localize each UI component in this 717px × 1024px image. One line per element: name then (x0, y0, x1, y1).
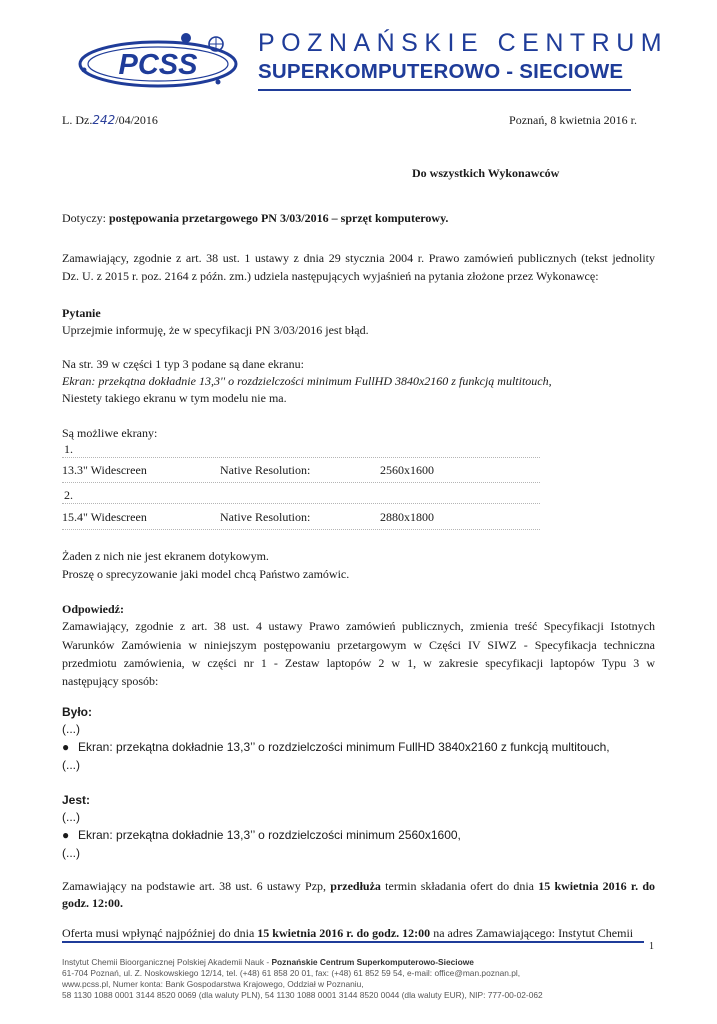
screen-row (62, 462, 540, 483)
question-line5: Żaden z nich nie jest ekranem dotykowym. (62, 549, 269, 563)
footer-line3: www.pcss.pl, Numer konta: Bank Gospodarstwa Krajowego, Oddział w Poznaniu, (62, 979, 364, 989)
footer-line2: 61-704 Poznań, ul. Z. Noskowskiego 12/14, tel. (+48) 61 858 20 01, fax: (+48) 61 852 59 54, e-mail: office@man.poznan.pl, (62, 968, 521, 978)
answer-p1-line: Warunków Zamówienia w niniejszym postępowaniu przetargowym w Części IV SIWZ - Specyfikacja techniczna (62, 638, 655, 652)
is-bullet-item: ● Ekran: przekątna dokładnie 13,3’’ o rozdzielczości minimum 2560x1600, (62, 828, 461, 842)
letter-date: Poznań, 8 kwietnia 2016 r. (509, 113, 637, 127)
screen-res-label: Native Resolution: (220, 463, 311, 477)
screen-row (62, 509, 540, 530)
org-name-line2: SUPERKOMPUTEROWO - SIECIOWE (258, 60, 624, 83)
pcss-logo-graphic (78, 30, 243, 94)
subject-line: Dotyczy: postępowania przetargowego PN 3/03/2016 – sprzęt komputerowy. (62, 211, 449, 225)
ellipsis: (...) (62, 758, 80, 772)
possible-screens-label: Są możliwe ekrany: (62, 426, 158, 440)
bullet-icon: ● (62, 828, 70, 842)
screen-name: 15.4" Widescreen (62, 510, 147, 524)
answer-heading: Odpowiedź: (62, 602, 125, 616)
question-line1: Uprzejmie informuję, że w specyfikacji PN 3/03/2016 jest błąd. (62, 323, 369, 337)
screen-row-num: 2. (62, 487, 540, 504)
addressee: Do wszystkich Wykonawców (412, 166, 560, 180)
question-heading: Pytanie (62, 306, 101, 320)
ellipsis: (...) (62, 846, 80, 860)
was-bullet-item: ● Ekran: przekątna dokładnie 13,3’’ o rozdzielczości minimum FullHD 3840x2160 z funkcją multitouch, (62, 740, 610, 754)
question-line2: Na str. 39 w części 1 typ 3 podane są dane ekranu: (62, 357, 304, 371)
answer-p1-line: Zamawiający, zgodnie z art. 38 ust. 4 ustawy Prawo zamówień publicznych, zmienia treść Specyfikacji Istotnych (62, 619, 655, 633)
org-name-line1: POZNAŃSKIE CENTRUM (258, 29, 669, 57)
screen-resolution: 2560x1600 (380, 463, 434, 477)
extension-line2: godz. 12:00. (62, 896, 123, 910)
answer-p1-line: przedmiotu zamówienia, w części nr 1 - Zestaw laptopów 2 w 1, w zakresie specyfikacji laptopów Typu 3 w (62, 656, 655, 670)
ellipsis: (...) (62, 722, 80, 736)
screen-row-num: 1. (62, 441, 540, 458)
question-line6: Proszę o sprecyzowanie jaki model chcą Państwo zamówic. (62, 567, 350, 581)
screen-res-label: Native Resolution: (220, 510, 311, 524)
deadline-line: Oferta musi wpłynąć najpóźniej do dnia 15 kwietnia 2016 r. do godz. 12:00 na adres Zamawiającego: Instytut Chemii (62, 926, 634, 940)
screen-name: 13.3" Widescreen (62, 463, 147, 477)
intro-line1: Zamawiający, zgodnie z art. 38 ust. 1 ustawy z dnia 29 stycznia 2004 r. Prawo zamówień publicznych (tekst jednolity (62, 251, 655, 265)
handwritten-number: 242 (92, 113, 116, 127)
footer-line4: 58 1130 1088 0001 3144 8520 0069 (dla waluty PLN), 54 1130 1088 0001 3144 8520 0044 (dla waluty EUR), NIP: 777-00-02-062 (62, 990, 543, 1000)
was-label: Było: (62, 705, 92, 719)
reference-number: L. Dz.242/04/2016 (62, 113, 158, 127)
footer-line1: Instytut Chemii Bioorganicznej Polskiej Akademii Nauk - Poznańskie Centrum Superkomputerowo-Sieciowe (62, 957, 474, 967)
answer-p1-line: następujący sposób: (62, 674, 159, 688)
is-label: Jest: (62, 793, 91, 807)
extension-line1: Zamawiający na podstawie art. 38 ust. 6 ustawy Pzp, przedłuża termin składania ofert do dnia 15 kwietnia 2016 r. do (62, 879, 656, 893)
header-divider (258, 89, 631, 91)
logo-text: PCSS (118, 49, 198, 81)
ellipsis: (...) (62, 810, 80, 824)
intro-line2: Dz. U. z 2015 r. poz. 2164 z późn. zm.) udziela następujących wyjaśnień na pytania złożone przez Wykonawcę: (62, 269, 599, 283)
screen-resolution: 2880x1800 (380, 510, 434, 524)
question-quote: Ekran: przekątna dokładnie 13,3'' o rozdzielczości minimum FullHD 3840x2160 z funkcją multitouch, (62, 374, 552, 388)
question-line4: Niestety takiego ekranu w tym modelu nie ma. (62, 391, 287, 405)
footer-divider (62, 941, 644, 943)
bullet-icon: ● (62, 740, 70, 754)
page-number: 1 (649, 941, 654, 952)
pcss-logo (78, 30, 243, 94)
